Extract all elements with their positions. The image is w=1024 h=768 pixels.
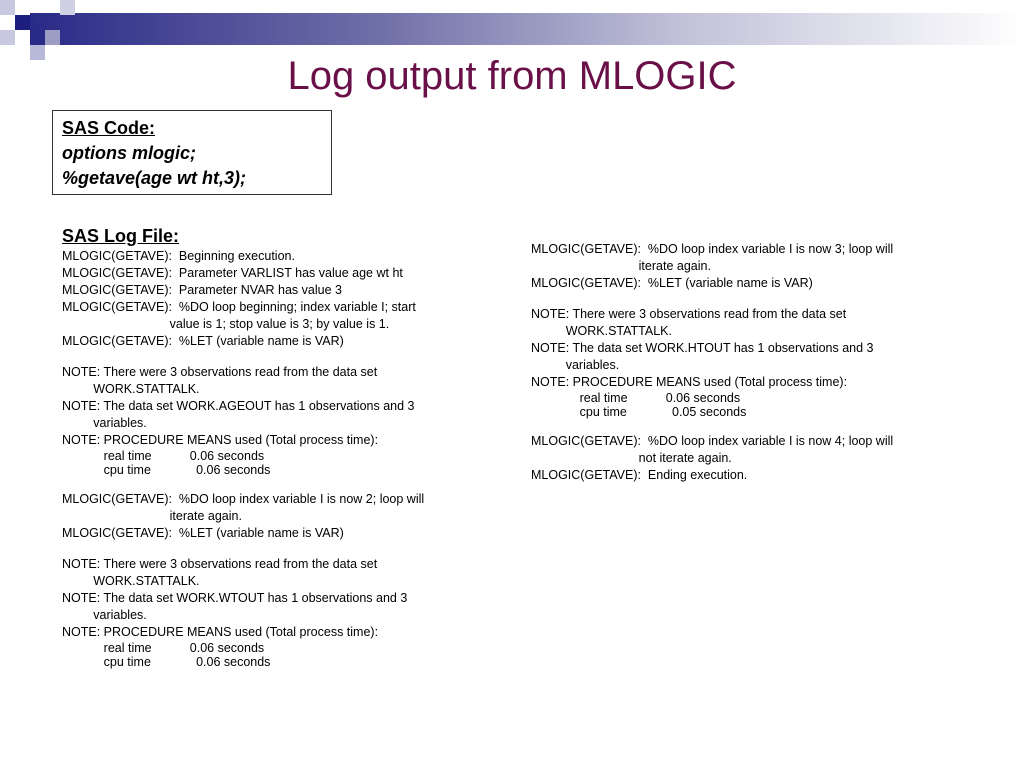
log-line: variables. [62,416,147,430]
log-spacer [531,292,893,306]
log-line: MLOGIC(GETAVE): %LET (variable name is VAR) [62,526,344,540]
log-spacer [62,542,424,556]
log-line: WORK.STATTALK. [62,574,200,588]
log-line: WORK.STATTALK. [531,324,672,338]
log-line: NOTE: There were 3 observations read from the data set [62,557,378,571]
log-line: MLOGIC(GETAVE): %DO loop index variable I is now 4; loop will [531,434,894,448]
log-line: NOTE: There were 3 observations read from the data set [62,365,378,379]
log-line: cpu time 0.05 seconds [531,405,747,419]
log-line: NOTE: There were 3 observations read from the data set [531,307,847,321]
log-line: variables. [62,608,147,622]
log-line: cpu time 0.06 seconds [62,463,271,477]
log-line: not iterate again. [531,451,732,465]
decor-square [30,30,45,45]
log-spacer [531,419,893,433]
log-line: MLOGIC(GETAVE): %LET (variable name is VAR) [531,276,813,290]
decor-square [0,30,15,45]
log-line: MLOGIC(GETAVE): Beginning execution. [62,249,295,263]
sas-code-box [52,110,332,195]
decor-square [45,30,60,45]
decor-square [0,0,15,15]
log-line: MLOGIC(GETAVE): Parameter NVAR has value 3 [62,283,342,297]
log-line: iterate again. [531,259,711,273]
log-line: NOTE: The data set WORK.HTOUT has 1 observations and 3 [531,341,874,355]
log-line: NOTE: PROCEDURE MEANS used (Total process time): [62,625,379,639]
log-line: value is 1; stop value is 3; by value is 1. [62,317,390,331]
log-line: NOTE: PROCEDURE MEANS used (Total process time): [531,375,848,389]
log-line: MLOGIC(GETAVE): Parameter VARLIST has value age wt ht [62,266,403,280]
log-left-column [62,248,424,669]
header-gradient-bar [30,13,1024,45]
log-heading: SAS Log File: [62,226,179,246]
log-line: MLOGIC(GETAVE): %LET (variable name is VAR) [62,334,344,348]
log-line: MLOGIC(GETAVE): Ending execution. [531,468,748,482]
slide-title: Log output from MLOGIC [287,54,737,98]
log-right-column [531,241,893,484]
log-line: NOTE: The data set WORK.WTOUT has 1 observations and 3 [62,591,408,605]
code-heading: SAS Code: [62,118,156,138]
log-line: variables. [531,358,620,372]
log-line: cpu time 0.06 seconds [62,655,271,669]
log-line: NOTE: PROCEDURE MEANS used (Total process time): [62,433,379,447]
log-line: MLOGIC(GETAVE): %DO loop index variable I is now 3; loop will [531,242,894,256]
log-line: iterate again. [62,509,242,523]
code-line: %getave(age wt ht,3); [62,168,247,188]
log-line: MLOGIC(GETAVE): %DO loop beginning; index variable I; start [62,300,416,314]
decor-square [15,15,30,30]
log-line: NOTE: The data set WORK.AGEOUT has 1 observations and 3 [62,399,415,413]
log-line: real time 0.06 seconds [62,641,265,655]
log-spacer [62,350,424,364]
decor-square [60,0,75,15]
log-line: real time 0.06 seconds [531,391,741,405]
code-line: options mlogic; [62,143,196,163]
log-line: MLOGIC(GETAVE): %DO loop index variable I is now 2; loop will [62,492,425,506]
log-spacer [62,477,424,491]
log-line: real time 0.06 seconds [62,449,265,463]
log-line: WORK.STATTALK. [62,382,200,396]
